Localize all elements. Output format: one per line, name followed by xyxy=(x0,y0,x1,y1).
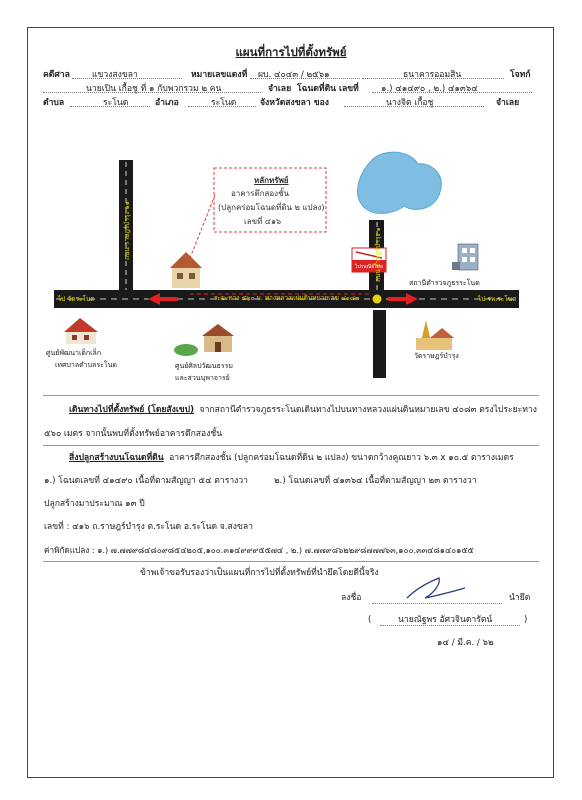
deed-value: ๑.) ๔๑๔๙๐ , ๒.) ๔๑๓๖๔ xyxy=(381,84,478,94)
building-coords: ค่าพิกัดแปลง : ๑.) ๗.๗๗๙๘๔๘๐๙๘๕๔๒๐๕,๑๐๐.๓๑๔๙๙๙๕๕๗๔ , ๒.) ๗.๗๗๙๘๖๒๒๙๘๗๗๗๖๓,๑๐๐.๓๓๔๘๑๔๐๑๕๕ xyxy=(44,545,474,555)
sign-label: ลงชื่อ xyxy=(341,593,362,603)
building-deed1: ๑.) โฉนดเลขที่ ๔๑๔๙๐ เนื้อที่ตามสัญญา ๕๔ ตารางวา xyxy=(44,476,248,486)
left-road-label: ถนน ราษฎร์บำรุง ๑๑ xyxy=(123,201,131,260)
police-station-label: สถานีตำรวจภูธรระโนด xyxy=(409,279,480,287)
signature-paren-open: ( xyxy=(368,615,372,625)
directions-heading: เดินทางไปที่ตั้งทรัพย์ (โดยสังเขป) xyxy=(69,405,195,415)
police-station-icon xyxy=(452,244,478,270)
post-office-label: ไปรษณีย์ไทย xyxy=(355,264,383,270)
right-road-label: ถนน ราษฎร์บำรุง ๑ xyxy=(374,227,382,282)
intersection-marker xyxy=(372,294,382,304)
owner-label: จำเลย xyxy=(496,98,520,108)
childcare-label-2: เทศบาลตำบลระโนด xyxy=(55,361,117,369)
art-center-icon xyxy=(174,324,234,356)
directions-line2: ๕๖๐ เมตร จากนั้นพบที่ตั้งทรัพย์อาคารตึกสองชั้น xyxy=(44,429,223,439)
directions-line1: จากสถานีตำรวจภูธรระโนดเดินทางไปบนทางหลวงแผ่นดินหมายเลข ๔๐๘๓ ตรงไประยะทาง xyxy=(199,405,537,415)
owner-value: นางจิต เกื้อชู xyxy=(386,98,434,108)
province-label: จังหวัดสงขลา ของ xyxy=(260,98,329,108)
building-desc: อาคารตึกสองชั้น (ปลูกคร่อมโฉนดที่ดิน ๒ แปลง) ขนาดกว้างคูณยาว ๖.๓ x ๑๐.๕ ตารางเมตร xyxy=(169,453,514,463)
main-road-label: ระยะทาง ๕๖๐ ม. ทางหลวงแผ่นดินหมายเลข ๔๐๘๓ xyxy=(214,294,360,302)
handwritten-signature xyxy=(395,570,475,604)
district-value: ระโนด xyxy=(211,98,237,108)
temple-label: วัดราษฎร์บำรุง xyxy=(414,352,459,360)
building-address: เลขที่ : ๔๑๖ ถ.ราษฎร์บำรุง ต.ระโนด อ.ระโนด จ.สงขลา xyxy=(44,522,253,532)
subdistrict-label: ตำบล xyxy=(43,98,65,108)
court-label: คดีศาล xyxy=(43,70,70,80)
childcare-center-icon xyxy=(64,318,98,344)
childcare-label-1: ศูนย์พัฒนาเด็กเล็ก xyxy=(46,349,102,357)
temple-icon xyxy=(416,320,454,350)
signature-paren-close: ) xyxy=(524,615,528,625)
signature-name: นายณัฐพร อัศวจินดารัตน์ xyxy=(398,615,493,625)
building-age: ปลูกสร้างมาประมาณ ๑๓ ปี xyxy=(44,499,145,509)
case-no-value: ผบ. ๔๐๔๓ / ๒๕๖๑ xyxy=(258,70,330,80)
to-left-label: ไป จัดระโนด xyxy=(58,295,95,303)
directions-block xyxy=(69,404,537,417)
property-house-icon xyxy=(170,252,202,288)
subdistrict-value: ระโนด xyxy=(103,98,129,108)
plaintiff-label: โจทก์ xyxy=(510,70,531,80)
court-value: แขวงสงขลา xyxy=(92,70,138,80)
building-deed2: ๒.) โฉนดเลขที่ ๔๑๓๖๔ เนื้อที่ตามสัญญา ๒๓ ตารางวา xyxy=(274,476,477,486)
case-no-label: หมายเลขแดงที่ xyxy=(191,70,248,80)
plaintiff-value: ธนาคารออมสิน xyxy=(403,70,462,80)
defendant-value: นายเปิน เกื้อชู ที่ ๑ กับพวกรวม ๒ คน xyxy=(86,84,222,94)
property-box-line2: (ปลูกคร่อมโฉนดที่ดิน ๒ แปลง) xyxy=(218,203,325,212)
page-title: แผนที่การไปที่ตั้งทรัพย์ xyxy=(235,45,347,59)
art-center-label-1: ศูนย์ศิลปวัฒนธรรม xyxy=(175,362,233,370)
district-label: อำเภอ xyxy=(155,98,179,108)
art-center-label-2: และสวนนุพาจารย์ xyxy=(175,374,230,382)
property-box-title: หลักทรัพย์ xyxy=(254,176,289,185)
building-block xyxy=(69,452,514,465)
property-box-line1: อาคารตึกสองชั้น xyxy=(231,189,289,198)
building-heading: สิ่งปลูกสร้างบนโฉนดที่ดิน xyxy=(69,453,164,463)
signature-date: ๑๔ / มี.ค. / ๖๒ xyxy=(437,638,494,648)
lake-shape xyxy=(357,152,441,213)
defendant-label: จำเลย xyxy=(268,84,292,94)
property-box-line3: เลขที่ ๔๑๖ xyxy=(244,217,282,226)
right-road-lower xyxy=(373,310,386,378)
to-right-label: ไป รพ.ระโนด xyxy=(478,295,517,303)
deed-label: โฉนดที่ดิน เลขที่ xyxy=(297,84,359,94)
certify-text: ข้าพเจ้าขอรับรองว่าเป็นแผนที่การไปที่ตั้งทรัพย์ที่นำยึดโดยดีนี้จริง xyxy=(140,568,379,578)
signature-role: นำยึด xyxy=(509,593,531,603)
